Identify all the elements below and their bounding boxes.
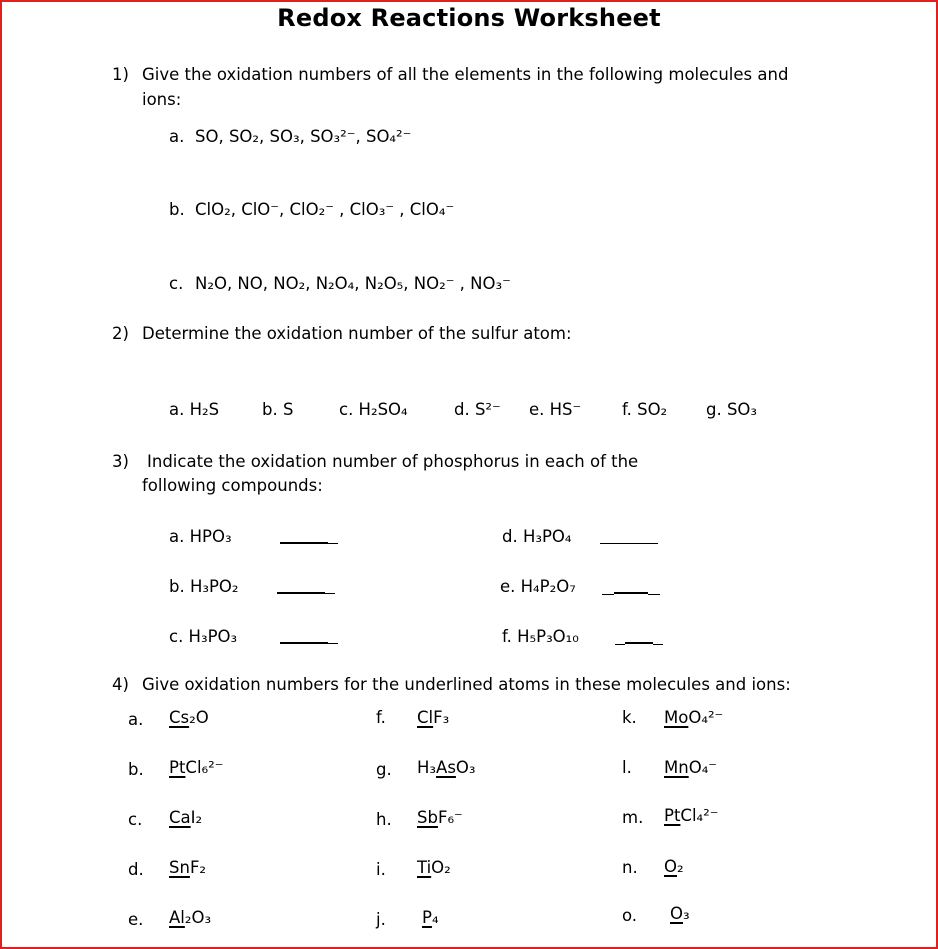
underlined-atom: Ti xyxy=(417,858,432,877)
q4d-label: d. xyxy=(128,860,144,879)
underlined-atom: Al xyxy=(169,908,185,927)
q4h-formula: SbF₆⁻ xyxy=(417,808,463,827)
q4m-label: m. xyxy=(622,808,644,827)
underlined-atom: P xyxy=(422,908,432,927)
q2-item-e: e. HS⁻ xyxy=(529,400,582,419)
q3-item-d: d. H₃PO₄ xyxy=(502,527,572,546)
q2-item-c: c. H₂SO₄ xyxy=(339,400,408,419)
q4g-formula: H₃AsO₃ xyxy=(417,758,476,777)
underlined-atom: O xyxy=(664,857,677,876)
q4o-formula: O₃ xyxy=(670,904,690,923)
q1c-label: c. xyxy=(169,274,184,293)
q4a-formula: Cs₂O xyxy=(169,708,209,727)
q4h-label: h. xyxy=(376,810,392,829)
q4k-formula: MoO₄²⁻ xyxy=(664,708,724,727)
q3e-answer-blank[interactable] xyxy=(614,592,648,594)
q3a-answer-blank-tail xyxy=(328,543,338,544)
underlined-atom: Mn xyxy=(664,758,689,777)
underlined-atom: O xyxy=(670,904,683,923)
q4b-label: b. xyxy=(128,760,144,779)
q3d-answer-blank[interactable] xyxy=(600,543,658,544)
underlined-atom: Ca xyxy=(169,808,191,827)
q4g-label: g. xyxy=(376,760,392,779)
q3e-answer-blank-head xyxy=(602,594,614,595)
q3-number: 3) xyxy=(112,452,129,471)
q3-item-c: c. H₃PO₃ xyxy=(169,627,238,646)
q4-number: 4) xyxy=(112,675,129,694)
q4c-formula: CaI₂ xyxy=(169,808,203,827)
q4f-formula: ClF₃ xyxy=(417,708,450,727)
q1-text-line2: ions: xyxy=(142,90,182,109)
q4n-label: n. xyxy=(622,858,638,877)
q4l-formula: MnO₄⁻ xyxy=(664,758,718,777)
q3-item-e: e. H₄P₂O₇ xyxy=(500,577,576,596)
q4j-label: j. xyxy=(376,910,386,929)
q4e-label: e. xyxy=(128,910,144,929)
q3-item-a: a. HPO₃ xyxy=(169,527,232,546)
q1-number: 1) xyxy=(112,65,129,84)
q4o-label: o. xyxy=(622,906,638,925)
q2-item-g: g. SO₃ xyxy=(706,400,758,419)
q3b-answer-blank-tail xyxy=(325,593,335,594)
underlined-atom: Pt xyxy=(664,806,681,825)
q3f-answer-blank[interactable] xyxy=(625,642,653,644)
underlined-atom: Cs xyxy=(169,708,190,727)
q2-item-f: f. SO₂ xyxy=(622,400,668,419)
q2-number: 2) xyxy=(112,324,129,343)
q3-text-line2: following compounds: xyxy=(142,476,323,495)
underlined-atom: Sn xyxy=(169,858,190,877)
q3f-answer-blank-head xyxy=(615,644,625,645)
q2-item-b: b. S xyxy=(262,400,294,419)
q3e-answer-blank-tail xyxy=(648,594,660,595)
underlined-atom: Cl xyxy=(417,708,434,727)
underlined-atom: Mo xyxy=(664,708,689,727)
underlined-atom: As xyxy=(436,758,456,777)
q4-text: Give oxidation numbers for the underlined atoms in these molecules and ions: xyxy=(142,675,791,694)
underlined-atom: Pt xyxy=(169,758,186,777)
q4n-formula: O₂ xyxy=(664,857,684,876)
q1-text-line1: Give the oxidation numbers of all the elements in the following molecules and xyxy=(142,65,789,84)
q3c-answer-blank-tail xyxy=(328,643,338,644)
q2-text: Determine the oxidation number of the sulfur atom: xyxy=(142,324,572,343)
underlined-atom: Sb xyxy=(417,808,438,827)
q4i-formula: TiO₂ xyxy=(417,858,451,877)
q4b-formula: PtCl₆²⁻ xyxy=(169,758,224,777)
page-title: Redox Reactions Worksheet xyxy=(277,4,661,32)
q3c-answer-blank[interactable] xyxy=(280,642,328,644)
q1a-text: SO, SO₂, SO₃, SO₃²⁻, SO₄²⁻ xyxy=(195,127,412,146)
q4f-label: f. xyxy=(376,708,386,727)
q4j-formula: P₄ xyxy=(422,908,439,927)
q3f-answer-blank-tail xyxy=(653,644,663,645)
q4d-formula: SnF₂ xyxy=(169,858,207,877)
q1b-label: b. xyxy=(169,200,185,219)
q3b-answer-blank[interactable] xyxy=(277,592,325,594)
q2-item-a: a. H₂S xyxy=(169,400,220,419)
q3a-answer-blank[interactable] xyxy=(280,542,328,544)
q4m-formula: PtCl₄²⁻ xyxy=(664,806,719,825)
q4a-label: a. xyxy=(128,710,144,729)
q2-item-d: d. S²⁻ xyxy=(454,400,501,419)
q4l-label: l. xyxy=(622,758,632,777)
q4e-formula: Al₂O₃ xyxy=(169,908,212,927)
q1a-label: a. xyxy=(169,127,185,146)
q3-item-f: f. H₅P₃O₁₀ xyxy=(502,627,579,646)
q4i-label: i. xyxy=(376,860,386,879)
q1c-text: N₂O, NO, NO₂, N₂O₄, N₂O₅, NO₂⁻ , NO₃⁻ xyxy=(195,274,511,293)
q1b-text: ClO₂, ClO⁻, ClO₂⁻ , ClO₃⁻ , ClO₄⁻ xyxy=(195,200,455,219)
q4c-label: c. xyxy=(128,810,143,829)
q4k-label: k. xyxy=(622,708,637,727)
q3-text-line1: Indicate the oxidation number of phosphorus in each of the xyxy=(147,452,639,471)
q3-item-b: b. H₃PO₂ xyxy=(169,577,239,596)
